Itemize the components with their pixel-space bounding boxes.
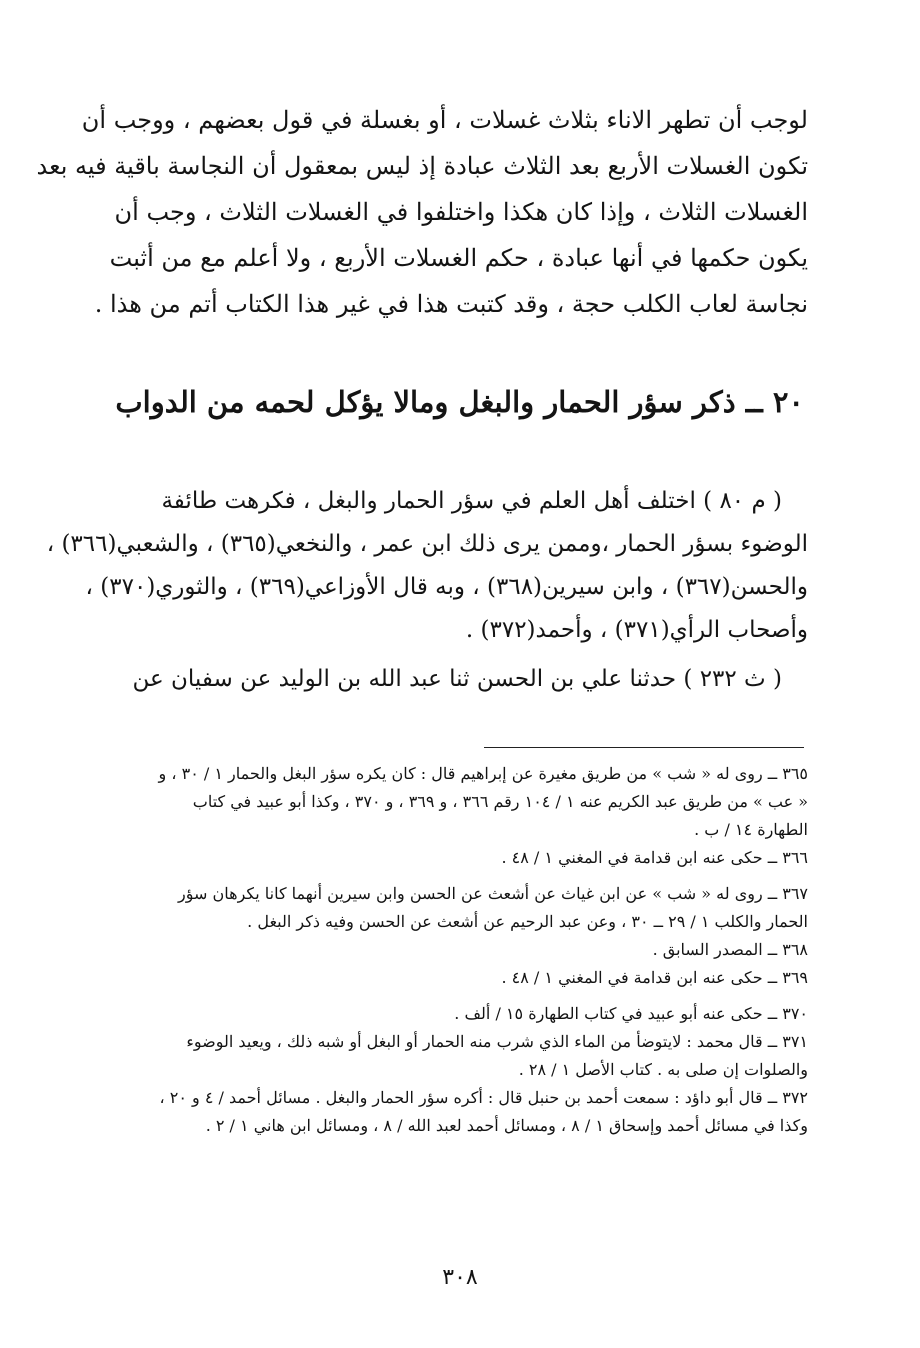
footnote-365 (128, 760, 808, 844)
footnote-line: ٣٧١ ــ قال محمد : لايتوضأ من الماء الذي شرب منه الحمار أو البغل أو شبه ذلك ، ويعيد الوضوء (186, 1032, 808, 1051)
text-line: الغسلات الثلاث ، وإذا كان هكذا واختلفوا في الغسلات الثلاث ، وجب أن (114, 198, 808, 226)
footnote-370 (128, 1000, 808, 1028)
footnotes (128, 760, 808, 1140)
text-line: الوضوء بسؤر الحمار ،وممن يرى ذلك ابن عمر ، والنخعي(٣٦٥) ، والشعبي(٣٦٦) ، (46, 531, 808, 557)
text-line: ( م ٨٠ ) اختلف أهل العلم في سؤر الحمار والبغل ، فكرهت طائفة (161, 488, 782, 514)
footnote-366 (128, 844, 808, 872)
footnote-divider (484, 747, 804, 748)
footnote-line: الطهارة ١٤ / ب . (694, 820, 808, 839)
footnote-line: وكذا في مسائل أحمد وإسحاق ١ / ٨ ، ومسائل أحمد لعبد الله / ٨ ، ومسائل ابن هاني ١ / ٢ . (205, 1116, 808, 1135)
footnote-line: ٣٦٥ ــ روى له « شب » من طريق مغيرة عن إبراهيم قال : كان يكره سؤر البغل والحمار ١ / ٣٠ ، و (158, 764, 808, 783)
text-line: يكون حكمها في أنها عبادة ، حكم الغسلات الأربع ، ولا أعلم مع من أثبت (109, 244, 808, 272)
footnote-line: ٣٧٠ ــ حكى عنه أبو عبيد في كتاب الطهارة ١٥ / ألف . (454, 1004, 808, 1023)
footnote-371 (128, 1028, 808, 1084)
text-line: والحسن(٣٦٧) ، وابن سيرين(٣٦٨) ، وبه قال الأوزاعي(٣٦٩) ، والثوري(٣٧٠) ، (85, 574, 808, 600)
text-line: لوجب أن تطهر الاناء بثلاث غسلات ، أو بغسلة في قول بعضهم ، ووجب أن (81, 106, 808, 134)
footnote-line: ٣٦٦ ــ حكى عنه ابن قدامة في المغني ١ / ٤٨ . (501, 848, 808, 867)
footnote-369 (128, 964, 808, 992)
text-line: نجاسة لعاب الكلب حجة ، وقد كتبت هذا في غير هذا الكتاب أتم من هذا . (94, 290, 808, 318)
footnote-line: والصلوات إن صلى به . كتاب الأصل ١ / ٢٨ . (518, 1060, 808, 1079)
footnote-line: ٣٦٨ ــ المصدر السابق . (652, 940, 808, 959)
footnote-367 (128, 880, 808, 936)
footnote-line: ٣٦٩ ــ حكى عنه ابن قدامة في المغني ١ / ٤٨ . (501, 968, 808, 987)
footnote-368 (128, 936, 808, 964)
text-line: ( ث ٢٣٢ ) حدثنا علي بن الحسن ثنا عبد الله بن الوليد عن سفيان عن (132, 666, 782, 692)
section-heading: ٢٠ ــ ذكر سؤر الحمار والبغل ومالا يؤكل لحمه من الدواب (115, 385, 804, 419)
footnote-line: « عب » من طريق عبد الكريم عنه ١ / ١٠٤ رقم ٣٦٦ ، و ٣٦٩ ، و ٣٧٠ ، وكذا أبو عبيد في كتاب (192, 792, 808, 811)
text-line: وأصحاب الرأي(٣٧١) ، وأحمد(٣٧٢) . (465, 617, 808, 643)
footnote-line: الحمار والكلب ١ / ٢٩ ــ ٣٠ ، وعن عبد الرحيم عن أشعث عن الحسن وفيه ذكر البغل . (247, 912, 808, 931)
footnote-line: ٣٦٧ ــ روى له « شب » عن ابن غياث عن أشعث عن الحسن وابن سيرين أنهما كانا يكرهان سؤر (178, 884, 808, 903)
footnote-line: ٣٧٢ ــ قال أبو داؤد : سمعت أحمد بن حنبل قال : أكره سؤر الحمار والبغل . مسائل أحمد / ٤ و ٢٠ ، (159, 1088, 808, 1107)
intro-paragraph (36, 97, 808, 327)
hadith-paragraph (128, 658, 808, 701)
main-paragraph (46, 480, 808, 652)
page-number: ٣٠٨ (442, 1265, 478, 1290)
footnote-372 (128, 1084, 808, 1140)
text-line: تكون الغسلات الأربع بعد الثلاث عبادة إذ ليس بمعقول أن النجاسة باقية فيه بعد (36, 152, 808, 180)
